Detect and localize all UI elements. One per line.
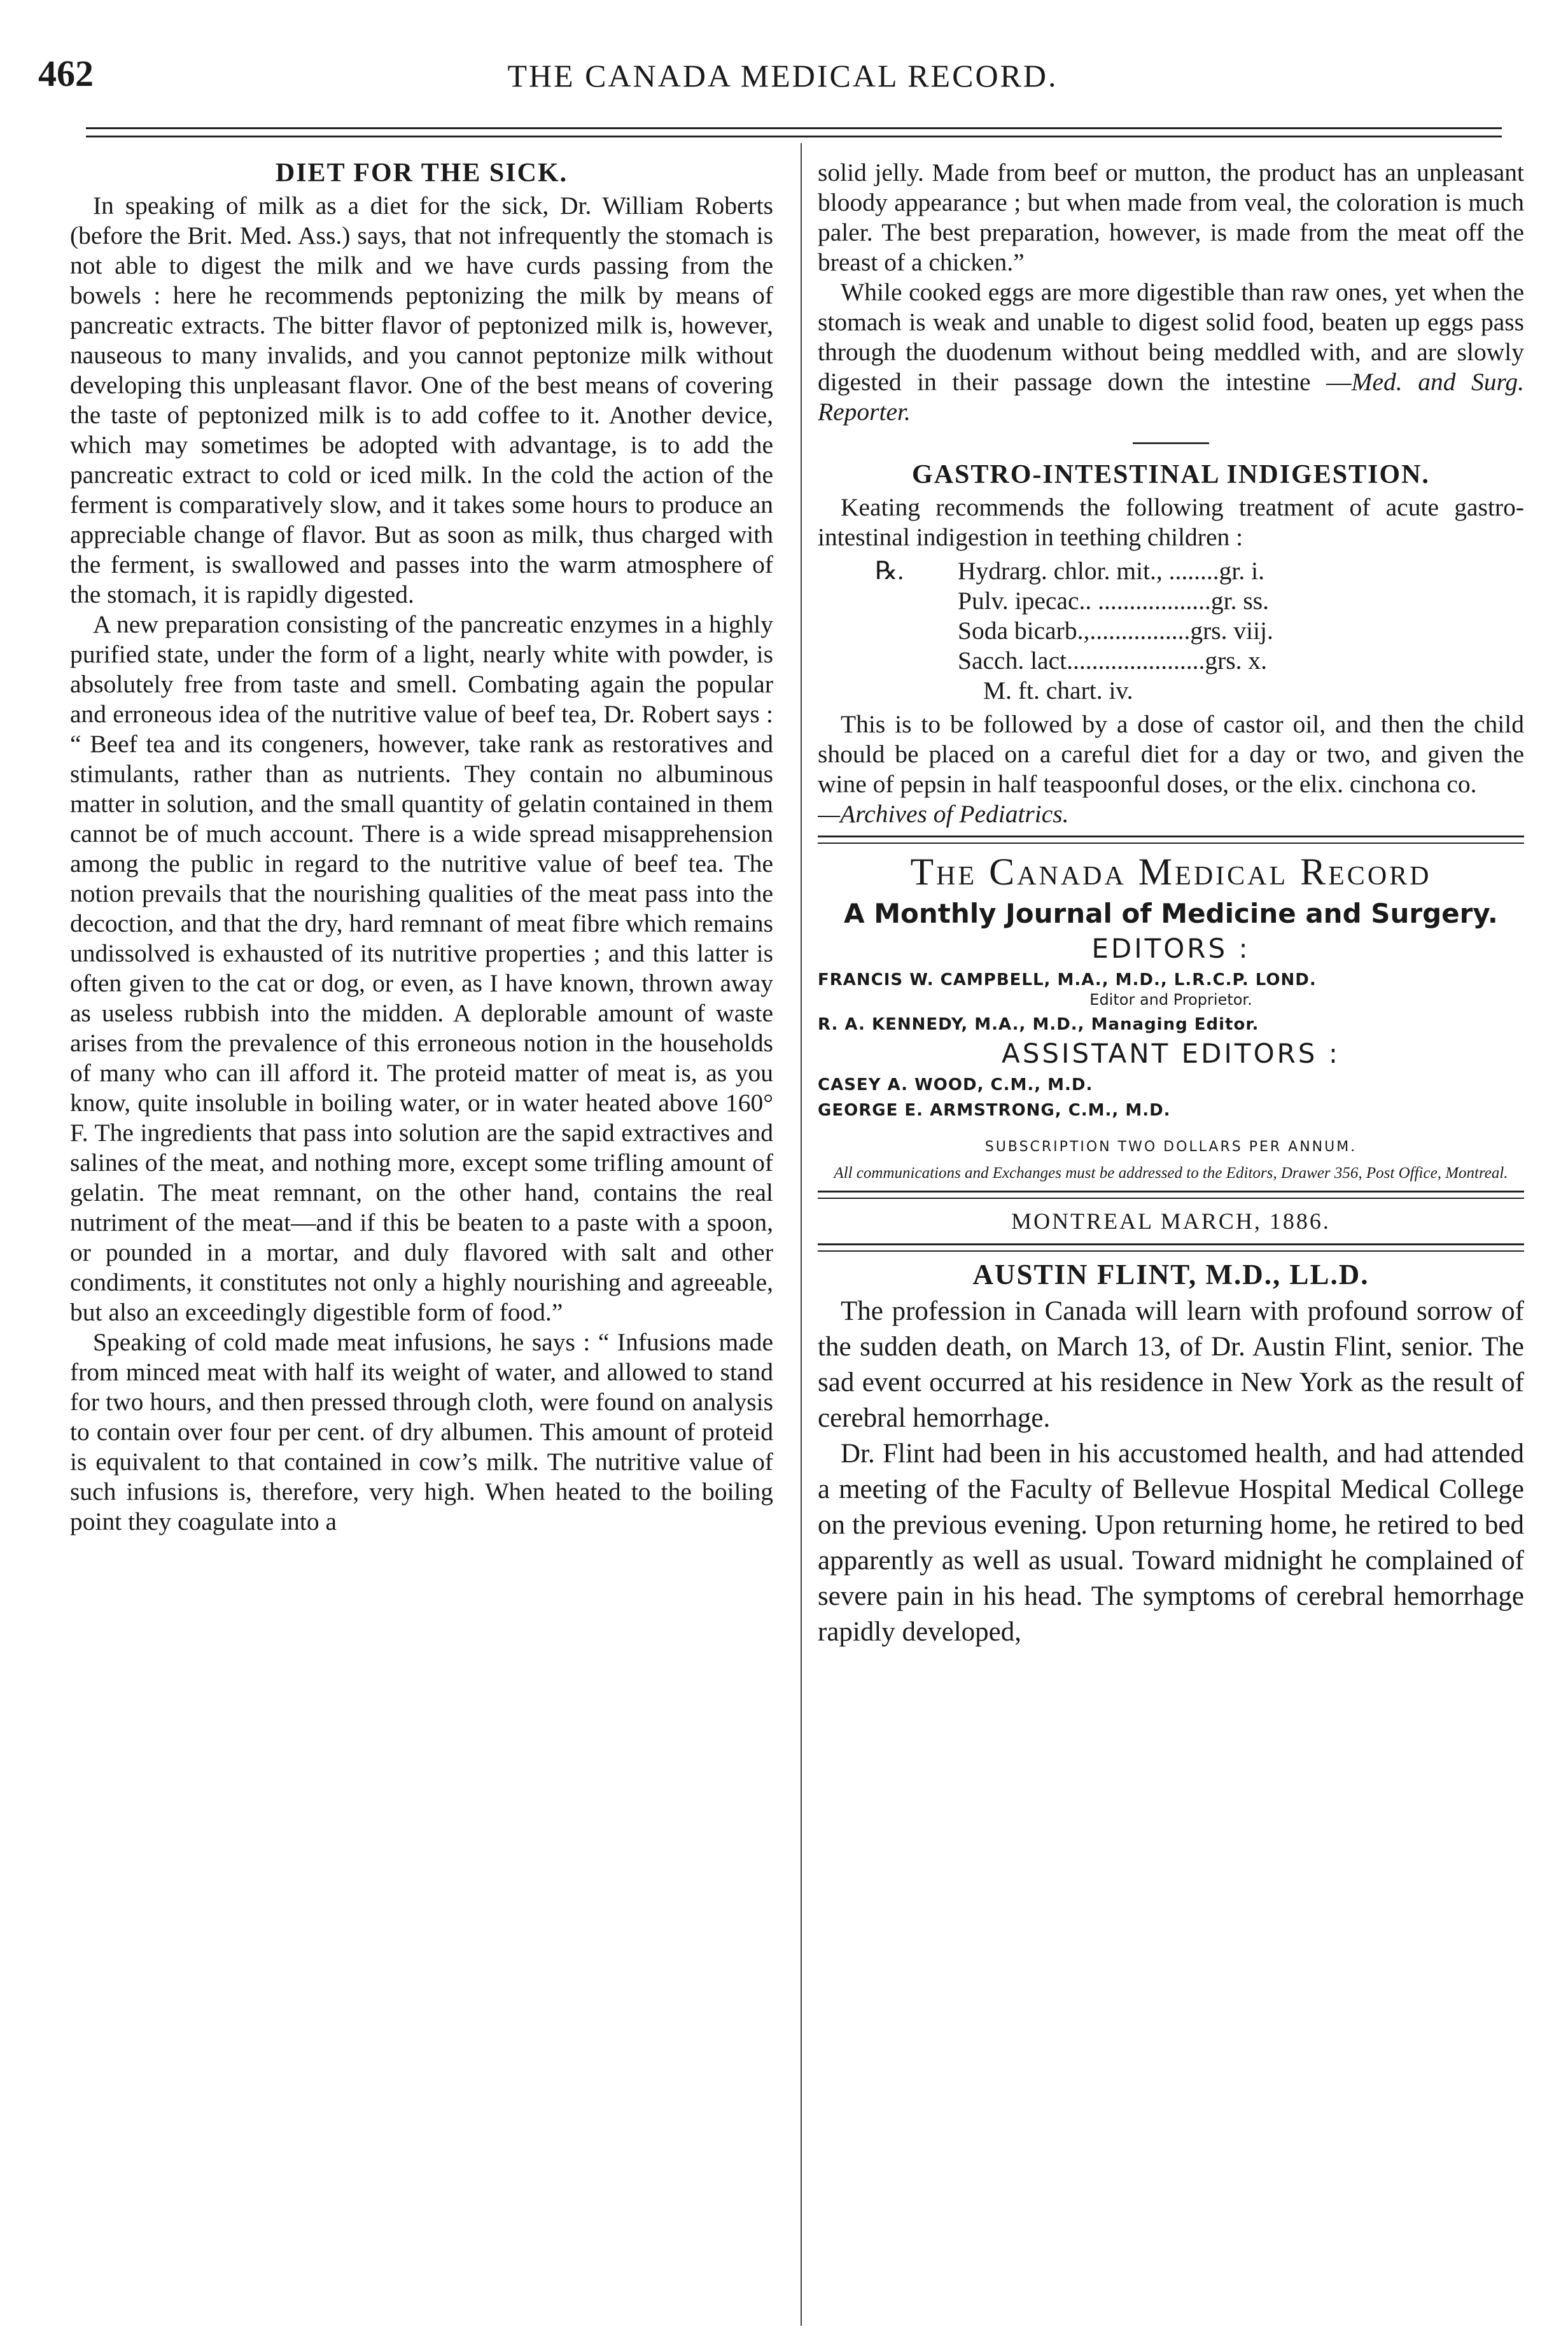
prescription [818,556,1524,706]
dateline: MONTREAL MARCH, 1886. [1011,1208,1331,1234]
editors-label: EDITORS : [1091,933,1250,964]
dateline-bottom-rule [818,1243,1524,1252]
diet-paragraph-3: Speaking of cold made meat infusions, he says : “ Infusions made from minced meat with half its weight of water, and allowed to stand for two hours, and then pressed through cloth, were found on analysis to contain over four per cent. of dry albumen. This amount of proteid is equivalent to that contained in cow’s milk. The nutritive value of such infusions is, therefore, very high. When heated to the boiling point they coagulate into a [70,1328,773,1535]
prescription-item: Hydrarg. chlor. mit., ........gr. i. [958,557,1265,585]
obituary-paragraph-2: Dr. Flint had been in his accustomed health, and had attended a meeting of the Faculty of Bellevue Hospital Medical College on the previous evening. Upon returning home, he retired to bed apparently as well as usual. Toward midnight he complained of severe pain in his head. The symptoms of cerebral hemorrhage rapidly developed, [818,1439,1524,1647]
recipe-symbol: ℞. [875,557,904,585]
gastro-follow: This is to be followed by a dose of castor oil, and then the child should be placed on a careful diet for a day or two, and given the wine of pepsin in half teaspoonful doses, or the elix. cinchona co. [818,710,1524,798]
prescription-line [818,586,1524,616]
running-title: THE CANADA MEDICAL RECORD. [507,58,1058,94]
gastro-heading: GASTRO-INTESTINAL INDIGESTION. [912,460,1430,489]
editor-1-role: Editor and Proprietor. [1089,991,1252,1009]
eggs-text: While cooked eggs are more digestible than raw ones, yet when the stomach is weak and unable to digest solid food, beaten up eggs pass through the duodenum without being meddled with, and are slowly digested in their passage down the intestine — [818,278,1524,396]
diet-heading: DIET FOR THE SICK. [275,158,568,188]
masthead-top-rule [818,836,1524,844]
prescription-line [818,616,1524,646]
page-number: 462 [38,53,94,94]
editor-1: FRANCIS W. CAMPBELL, M.A., M.D., L.R.C.P. LOND. [818,970,1317,990]
page-header [38,52,1527,103]
journal-subtitle: A Monthly Journal of Medicine and Surgery. [844,898,1498,929]
prescription-line [818,646,1524,676]
gastro-source [818,799,1524,829]
dateline-top-rule [818,1191,1524,1199]
prescription-item: Sacch. lact......................grs. x. [958,647,1267,675]
diet-continuation: solid jelly. Made from beef or mutton, the product has an unpleasant bloody appearance ; but when made from veal, the coloration is much paler. The best preparation, however, is made from the meat off the breast of a chicken.” [818,158,1524,276]
assistant-editor-2: GEORGE E. ARMSTRONG, C.M., M.D. [818,1101,1171,1120]
assistant-editor-1: CASEY A. WOOD, C.M., M.D. [818,1075,1093,1095]
diet-paragraph-2: A new preparation consisting of the pancreatic enzymes in a highly purified state, under the form of a light, nearly white with powder, is absolutely free from taste and smell. Combating again the popular and erroneous idea of the nutritive value of beef tea, Dr. Robert says : “ Beef tea and its congeners, however, take rank as restoratives and stimulants, rather than as nutrients. They contain no albuminous matter in solution, and the small quantity of gelatin contained in them cannot be of much account. There is a wide spread misapprehension among the public in regard to the nutritive value of beef tea. The notion prevails that the nourishing qualities of the meat pass into the decoction, and that the dry, hard remnant of meat fibre which remains undissolved is exhausted of its nutritive properties ; and this latter is often given to the cat or dog, or even, as I have known, thrown away as useless rubbish into the midden. A deplorable amount of waste arises from the prevalence of this erroneous notion in the households of many who can ill afford it. The proteid matter of meat is, as you know, quite insoluble in boiling water, or in water heated above 160° F. The ingredients that pass into solution are the sapid extractives and salines of the meat, and nothing more, except some trifling amount of gelatin. The meat remnant, on the other hand, contains the real nutriment of the meat—and if this be beaten to a paste with a spoon, or pounded in a mortar, and duly flavored with salt and other condiments, it constitutes not only a highly nourishing and agreeable, but also an exceedingly digestible form of food.” [70,610,773,1326]
editor-2: R. A. KENNEDY, M.A., M.D., Managing Editor. [818,1015,1259,1034]
communications-note: All communications and Exchanges must be addressed to the Editors, Drawer 356, Post Office, Montreal. [834,1165,1508,1182]
gastro-source-text: —Archives of Pediatrics. [818,800,1069,828]
prescription-item: Soda bicarb.,................grs. viij. [958,617,1273,645]
left-column [70,158,773,2321]
column-divider [801,143,802,2326]
obituary-paragraph-1: The profession in Canada will learn with profound sorrow of the sudden death, on March 13, of Dr. Austin Flint, senior. The sad event occurred at his residence in New York as the result of cerebral hemorrhage. [818,1296,1524,1433]
journal-title: The Canada Medical Record [910,851,1432,893]
obituary-heading: AUSTIN FLINT, M.D., LL.D. [972,1259,1369,1290]
section-rule [1133,442,1209,444]
gastro-intro: Keating recommends the following treatment of acute gastro-intestinal indigestion in teething children : [818,493,1524,551]
prescription-item: Pulv. ipecac.. ..................gr. ss. [958,587,1269,615]
masthead [818,850,1524,1184]
right-column [818,158,1524,2321]
prescription-line [818,556,1524,586]
eggs-source: Med. and Surg. Reporter. [818,368,1524,426]
prescription-signature: M. ft. chart. iv. [983,676,1133,704]
header-rule [86,127,1502,137]
assistant-editors-label: ASSISTANT EDITORS : [1002,1038,1340,1069]
subscription-note: SUBSCRIPTION TWO DOLLARS PER ANNUM. [984,1139,1357,1155]
diet-paragraph-1: In speaking of milk as a diet for the sick, Dr. William Roberts (before the Brit. Med. Ass.) says, that not infrequently the stomach is not able to digest the milk and we have curds passing from the bowels : here he recommends peptonizing the milk by means of pancreatic extracts. The bitter flavor of peptonized milk is, however, nauseous to many invalids, and you cannot peptonize milk without developing this unpleasant flavor. One of the best means of covering the taste of peptonized milk is to add coffee to it. Another device, which may sometimes be adopted with advantage, is to add the pancreatic extract to cold or iced milk. In the cold the action of the ferment is comparatively slow, and it takes some hours to produce an appreciable change of flavor. But as soon as milk, thus charged with the ferment, is swallowed and passes into the warm atmosphere of the stomach, it is rapidly digested. [70,192,773,608]
eggs-paragraph [818,277,1524,427]
